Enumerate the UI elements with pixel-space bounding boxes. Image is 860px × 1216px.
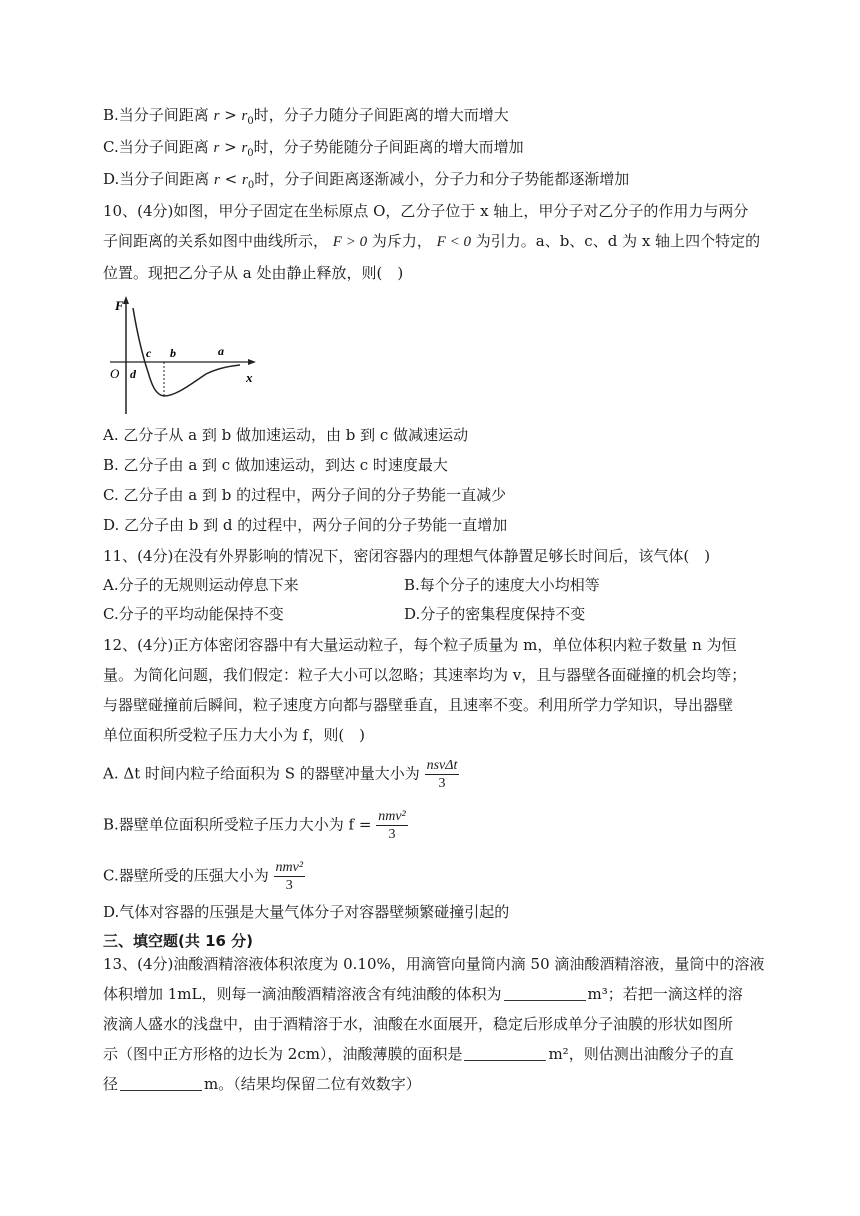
q12-option-c: C.器壁所受的压强大小为 $\frac{\text{nmv²}}{3}$ bbox=[103, 860, 304, 893]
q12-option-a: A. Δt 时间内粒子给面积为 S 的器壁冲量大小为 $\frac{\text{nsvΔt}}{3}$ bbox=[103, 758, 458, 791]
q12-line2: 量。为简化问题，我们假定：粒子大小可以忽略；其速率均为 v，且与器壁各面碰撞的机会均等； bbox=[103, 666, 747, 684]
q10-line2: 子间距离的关系如图中曲线所示， F > 0 为斥力， F < 0 为引力。a、b、c、d 为 x 轴上四个特定的 bbox=[103, 232, 761, 250]
answer-blank-2[interactable] bbox=[464, 1044, 546, 1061]
q11-option-b: B.每个分子的速度大小均相等 bbox=[404, 576, 600, 594]
answer-blank-1[interactable] bbox=[504, 984, 586, 1001]
q11-option-c: C.分子的平均动能保持不变 bbox=[103, 605, 284, 623]
fraction-b: $\frac{\text{nmv²}}{3}$ bbox=[378, 809, 406, 842]
label-c: c bbox=[146, 346, 152, 360]
q12-option-d: D.气体对容器的压强是大量气体分子对容器壁频繁碰撞引起的 bbox=[103, 903, 510, 921]
q13-line2: 体积增加 1mL，则每一滴油酸酒精溶液含有纯油酸的体积为 m³；若把一滴这样的溶 bbox=[103, 985, 743, 1003]
label-a: a bbox=[218, 344, 224, 358]
fraction-c: $\frac{\text{nmv²}}{3}$ bbox=[275, 860, 304, 893]
q10-option-a: A. 乙分子从 a 到 b 做加速运动，由 b 到 c 做减速运动 bbox=[103, 426, 469, 444]
q12-option-b: B.器壁单位面积所受粒子压力大小为 f = $\frac{\text{nmv²}}{3}$ bbox=[103, 809, 406, 842]
label-f: F bbox=[115, 298, 124, 313]
answer-blank-3[interactable] bbox=[120, 1074, 202, 1091]
q11-option-a: A.分子的无规则运动停息下来 bbox=[103, 576, 299, 594]
fraction-a: $\frac{\text{nsvΔt}}{3}$ bbox=[426, 758, 458, 791]
q13-line5: 径 m。（结果均保留二位有效数字） bbox=[103, 1075, 421, 1093]
q12-line3: 与器壁碰撞前后瞬间，粒子速度方向都与器壁垂直，且速率不变。利用所学力学知识，导出器壁 bbox=[103, 696, 734, 714]
label-b: b bbox=[170, 346, 176, 360]
label-o: O bbox=[110, 366, 120, 381]
option-b-prev: B.当分子间距离 $r > r_0$时，分子力随分子间距离的增大而增大 bbox=[103, 106, 509, 127]
option-d-prev: D.当分子间距离 $r < r_0$时，分子间距离逐渐减小，分子力和分子势能都逐渐增加 bbox=[103, 170, 630, 191]
q10-option-b: B. 乙分子由 a 到 c 做加速运动，到达 c 时速度最大 bbox=[103, 456, 448, 474]
q10-option-c: C. 乙分子由 a 到 b 的过程中，两分子间的分子势能一直减少 bbox=[103, 486, 507, 504]
label-x: x bbox=[246, 370, 253, 385]
label-d: d bbox=[130, 367, 136, 381]
f-axis-arrow bbox=[123, 296, 129, 304]
q13-line1: 13、(4分)油酸酒精溶液体积浓度为 0.10%，用滴管向量筒内滴 50 滴油酸酒精溶液，量筒中的溶液 bbox=[103, 955, 765, 973]
q12-line4: 单位面积所受粒子压力大小为 f，则( ) bbox=[103, 726, 366, 744]
x-axis-arrow bbox=[248, 359, 256, 365]
q10-option-d: D. 乙分子由 b 到 d 的过程中，两分子间的分子势能一直增加 bbox=[103, 516, 508, 534]
q10-line1: 10、(4分)如图，甲分子固定在坐标原点 O，乙分子位于 x 轴上，甲分子对乙分子的作用力与两分 bbox=[103, 202, 749, 220]
q13-line3: 液滴人盛水的浅盘中，由于酒精溶于水，油酸在水面展开，稳定后形成单分子油膜的形状如图所 bbox=[103, 1015, 734, 1033]
section-title: 三、填空题(共 16 分) bbox=[103, 932, 254, 950]
q12-line1: 12、(4分)正方体密闭容器中有大量运动粒子，每个粒子质量为 m，单位体积内粒子数量 n 为恒 bbox=[103, 636, 737, 654]
q11-stem: 11、(4分)在没有外界影响的情况下，密闭容器内的理想气体静置足够长时间后，该气体( ) bbox=[103, 547, 711, 565]
q10-line3: 位置。现把乙分子从 a 处由静止释放，则( ) bbox=[103, 264, 404, 282]
q11-option-d: D.分子的密集程度保持不变 bbox=[404, 605, 586, 623]
force-distance-graph bbox=[106, 292, 262, 416]
option-c-prev: C.当分子间距离 $r > r_0$时，分子势能随分子间距离的增大而增加 bbox=[103, 138, 524, 159]
q13-line4: 示（图中正方形格的边长为 2cm），油酸薄膜的面积是 m²，则估测出油酸分子的直 bbox=[103, 1045, 734, 1063]
